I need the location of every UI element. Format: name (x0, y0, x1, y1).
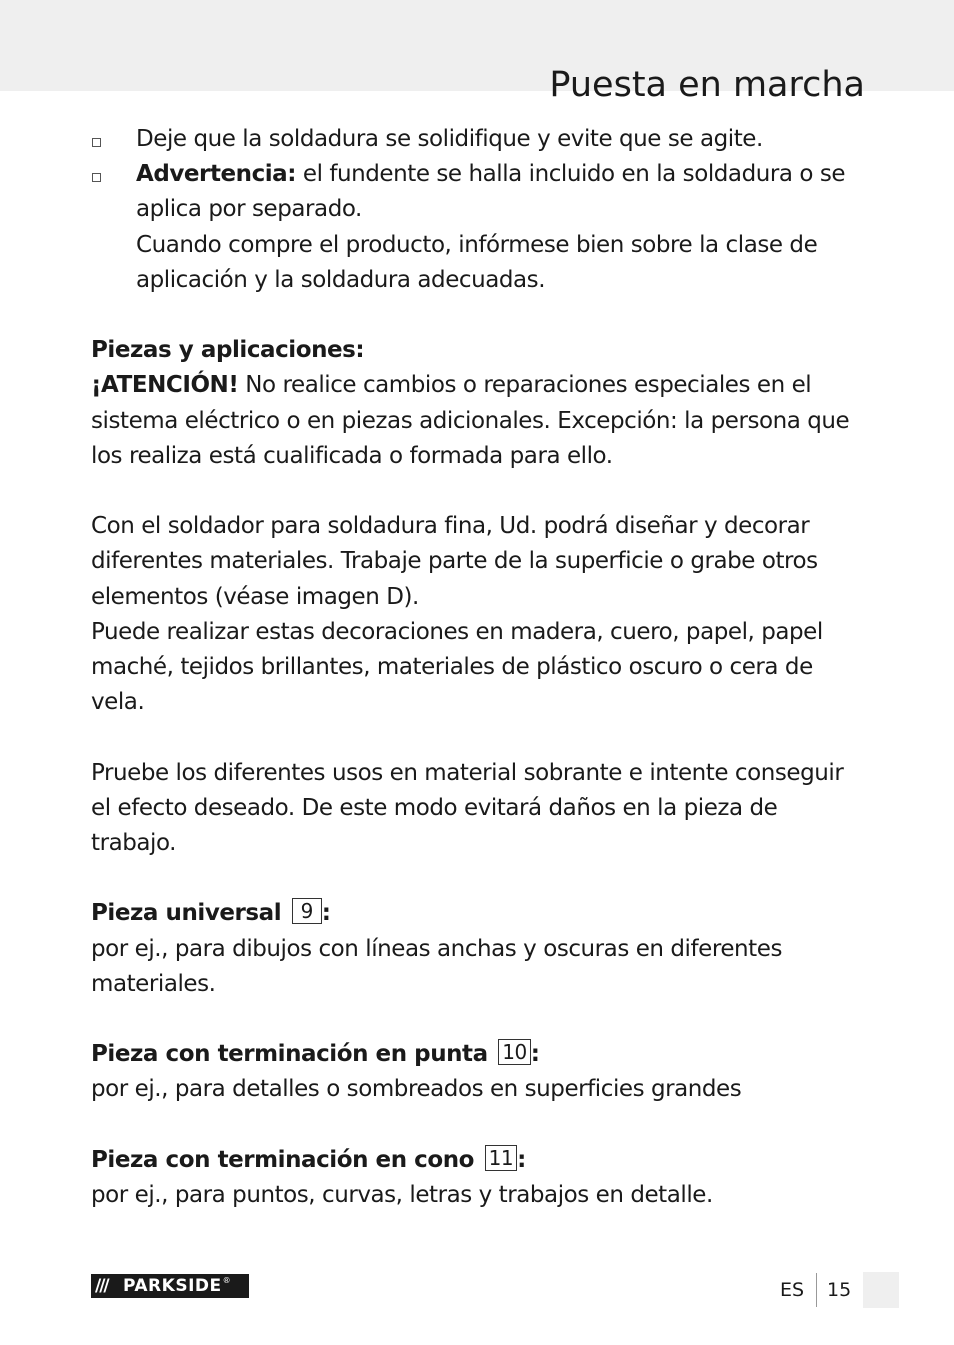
paragraph-design: Con el soldador para soldadura fina, Ud. podrá diseñar y decorar diferentes materiales. Trabaje parte de la superficie o grabe otros elementos (véase imagen D). (91, 513, 818, 610)
section-desc-universal: por ej., para dibujos con líneas anchas y oscuras en diferentes materiales. (91, 935, 782, 997)
section-title-cone: Pieza con terminación en cono 11 : (91, 1145, 526, 1173)
footer-language: ES (780, 1279, 805, 1301)
warning-text-2: Cuando compre el producto, infórmese bien sobre la clase de aplicación y la soldadura adecuadas. (136, 231, 818, 293)
attention-text: No realice cambios o reparaciones especiales en el sistema eléctrico o en piezas adicionales. Excepción: la persona que los realiza está cualificada o formada para ello. (91, 372, 850, 469)
warning-text: el fundente se halla incluido en la soldadura o se aplica por separado. (136, 161, 846, 223)
section-title-universal: Pieza universal 9 : (91, 899, 331, 927)
checkbox-bullet-icon (92, 173, 101, 182)
section-desc-cone: por ej., para puntos, curvas, letras y trabajos en detalle. (91, 1182, 713, 1208)
logo-brand-text: PARKSIDE (123, 1276, 222, 1296)
section-title-point: Pieza con terminación en punta 10 : (91, 1040, 540, 1068)
parkside-logo (91, 1274, 249, 1298)
section-heading-parts: Piezas y aplicaciones: (91, 337, 365, 364)
reference-number-box: 9 (292, 898, 322, 924)
bullet-text: Deje que la soldadura se solidifique y evite que se agite. (136, 126, 763, 152)
logo-registered-mark: ® (222, 1275, 231, 1285)
bullet-item (91, 122, 866, 157)
main-content (91, 122, 866, 1213)
checkbox-bullet-icon (92, 138, 101, 147)
paragraph-materials: Puede realizar estas decoraciones en madera, cuero, papel, papel maché, tejidos brillantes, materiales de plástico oscuro o cera de vela. (91, 618, 823, 716)
page-number: 15 (827, 1279, 852, 1301)
bullet-item-warning (91, 157, 866, 298)
section-desc-point: por ej., para detalles o sombreados en superficies grandes (91, 1076, 742, 1103)
page-title: Puesta en marcha (549, 65, 865, 106)
footer-tab-marker (863, 1272, 899, 1308)
reference-number-box: 11 (485, 1145, 518, 1171)
warning-label: Advertencia: (136, 161, 297, 188)
logo-slashes-icon: /// (95, 1276, 108, 1296)
attention-label: ¡ATENCIÓN! (91, 372, 239, 399)
paragraph-test: Pruebe los diferentes usos en material sobrante e intente conseguir el efecto deseado. De este modo evitará daños en la pieza de trabajo. (91, 759, 844, 857)
footer-divider (816, 1273, 817, 1307)
attention-paragraph (91, 368, 866, 474)
reference-number-box: 10 (498, 1039, 531, 1065)
